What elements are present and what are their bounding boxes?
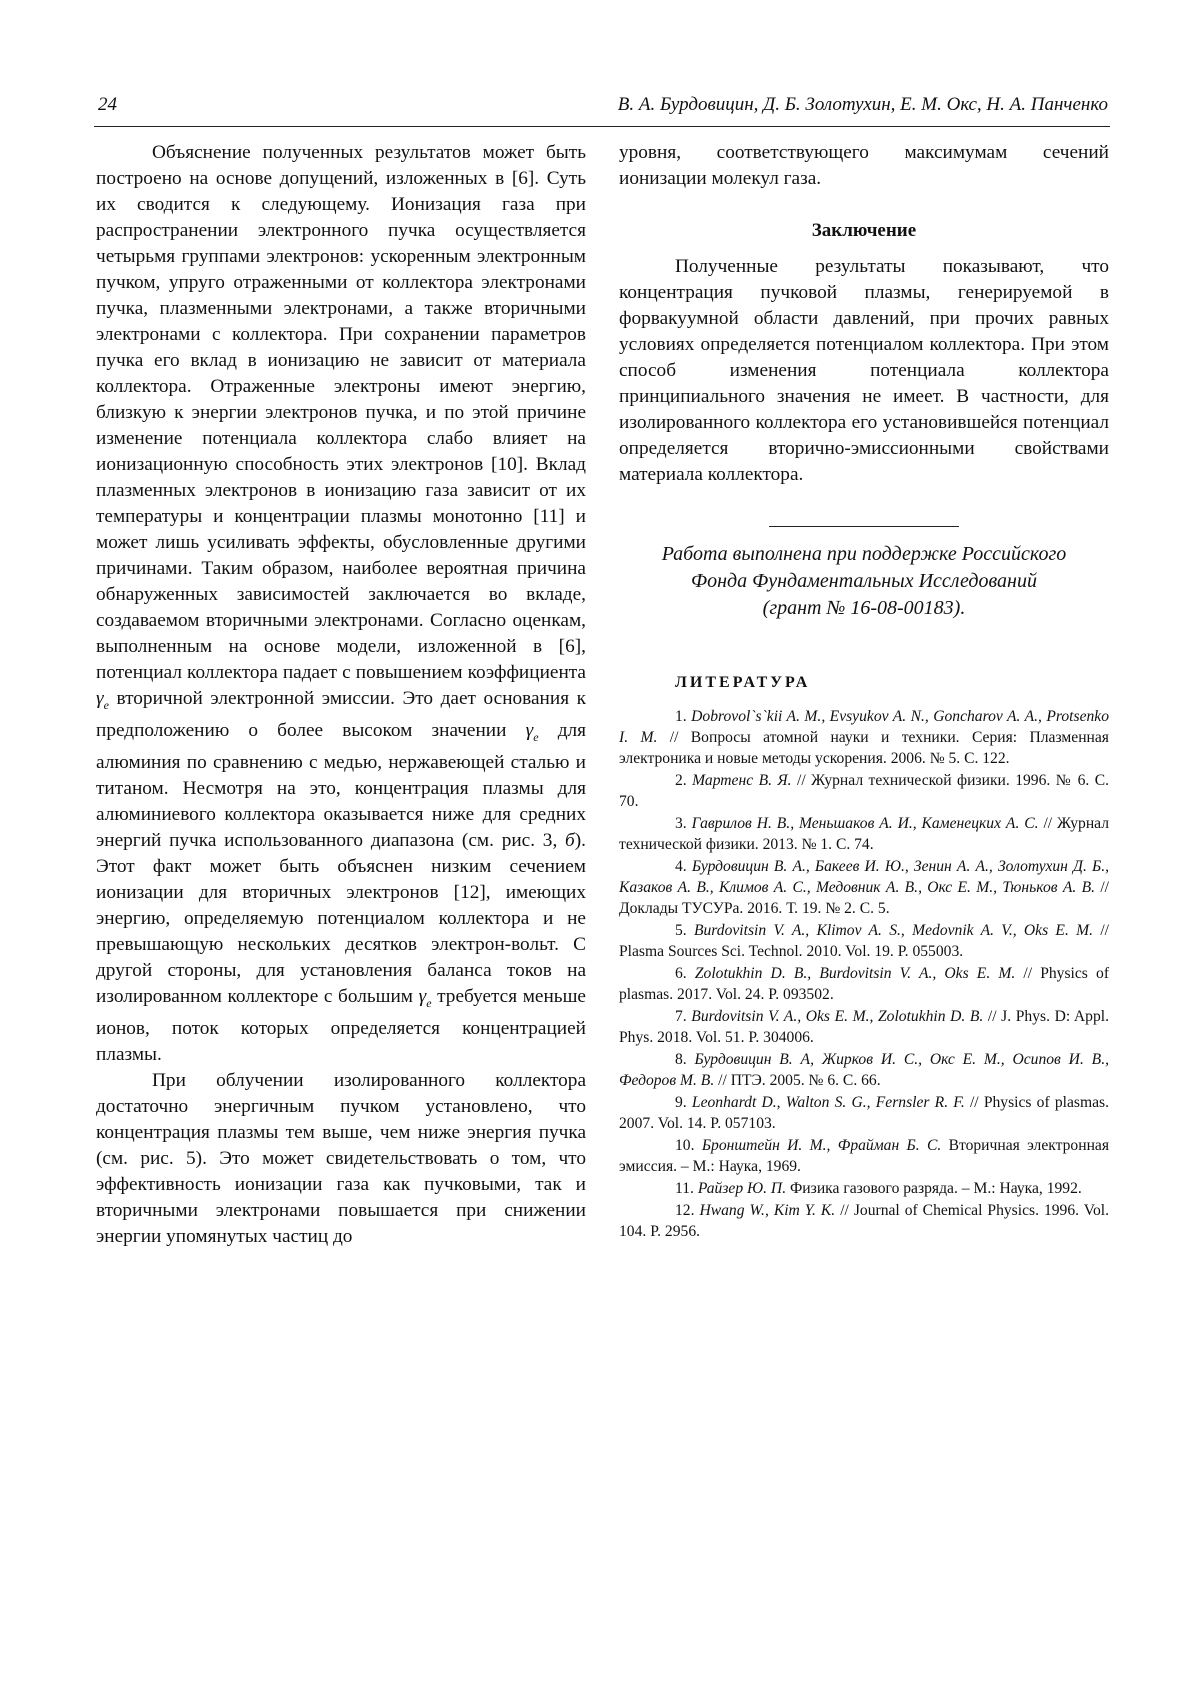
- reference-authors: Dobrovol`s`kii A. M., Evsyukov A. N., Goncharov A. A., Protsenko I. M.: [619, 708, 1109, 746]
- gamma-symbol: γe: [419, 986, 432, 1007]
- text-run: Объяснение полученных результатов может быть построено на основе допущений, изложенных в [6]. Суть их сводится к следующему. Ионизация газа при распространении электронного пучка осуществляется четырьмя группами электронов: ускоренным электронным пучком, упруго отраженными от коллектора электронами пучка, плазменными электронами, а также вторичными электронами с коллектора. При сохранении параметров пучка его вклад в ионизацию не зависит от материала коллектора. Отраженные электроны имеют энергию, близкую к энергии электронов пучка, и по этой причине изменение потенциала коллектора слабо влияет на ионизационную способность этих электронов [10]. Вклад плазменных электронов в ионизацию газа зависит от их температуры и концентрации плазмы монотонно [11] и может лишь усиливать эффекты, обусловленные другими причинами. Таким образом, наиболее вероятная причина обнаруженных зависимостей заключается во вкладе, создаваемом вторичными электронами. Согласно оценкам, выполненным на основе модели, изложенной в [6], потенциал коллектора падает с повышением коэффициента: [96, 142, 586, 683]
- acknowledgement: [619, 541, 1109, 622]
- reference-item: [619, 1178, 1109, 1199]
- reference-authors: Бурдовицин В. А, Жирков И. С., Окс Е. М., Осипов И. В., Федоров М. В.: [619, 1051, 1109, 1089]
- reference-number: 10.: [675, 1137, 702, 1154]
- ack-line: (грант № 16-08-00183).: [763, 597, 966, 619]
- reference-source: // Journal of Chemical Physics. 1996. Vol. 104. P. 2956.: [619, 1202, 1109, 1240]
- reference-source: // Вопросы атомной науки и техники. Серия: Плазменная электроника и новые методы ускорения. 2006. № 5. С. 122.: [619, 729, 1109, 767]
- reference-number: 8.: [675, 1051, 695, 1068]
- reference-number: 2.: [675, 772, 692, 789]
- reference-authors: Бурдовицин В. А., Бакеев И. Ю., Зенин А. А., Золотухин Д. Б., Казаков А. В., Климов А. С., Медовник А. В., Окс Е. М., Тюньков А. В.: [619, 858, 1109, 896]
- reference-authors: Бронштейн И. М., Фрайман Б. С.: [702, 1137, 941, 1154]
- text-run: ). Этот факт может быть объяснен низким сечением ионизации для вторичных электронов [12], имеющих энергию, определяемую потенциалом коллектора и не превышающую нескольких десятков электрон-вольт. С другой стороны, для установления баланса токов на изолированном коллекторе с большим: [96, 830, 586, 1007]
- reference-item: [619, 856, 1109, 919]
- separator-line: [769, 526, 959, 527]
- ack-line: Работа выполнена при поддержке Российского: [662, 543, 1067, 565]
- reference-number: 1.: [675, 708, 691, 725]
- references-heading: ЛИТЕРАТУРА: [675, 670, 1109, 696]
- body-paragraph-continued: уровня, соответствующего максимумам сечений ионизации молекул газа.: [619, 140, 1109, 192]
- reference-source: // Physics of plasmas. 2007. Vol. 14. P. 057103.: [619, 1094, 1109, 1132]
- page-number: 24: [98, 94, 117, 116]
- gamma-symbol: γe: [526, 720, 539, 741]
- conclusion-paragraph: Полученные результаты показывают, что концентрация пучковой плазмы, генерируемой в форвакуумной области давлений, при прочих равных условиях определяется потенциалом коллектора. При этом способ изменения потенциала коллектора принципиального значения не имеет. В частности, для изолированного коллектора его установившейся потенциал определяется вторично-эмиссионными свойствами материала коллектора.: [619, 254, 1109, 488]
- reference-number: 12.: [675, 1202, 699, 1219]
- reference-number: 7.: [675, 1008, 691, 1025]
- reference-item: [619, 706, 1109, 769]
- left-column: [96, 140, 586, 1250]
- reference-authors: Burdovitsin V. A., Oks E. M., Zolotukhin D. B.: [691, 1008, 983, 1025]
- reference-authors: Burdovitsin V. A., Klimov A. S., Medovnik A. V., Oks E. M.: [694, 922, 1093, 939]
- body-paragraph: [96, 140, 586, 1068]
- reference-list: [619, 706, 1109, 1242]
- reference-number: 11.: [675, 1180, 698, 1197]
- reference-authors: Райзер Ю. П.: [698, 1180, 786, 1197]
- reference-number: 9.: [675, 1094, 692, 1111]
- ack-line: Фонда Фундаментальных Исследований: [691, 570, 1037, 592]
- reference-item: [619, 1006, 1109, 1048]
- page-header: [94, 90, 1110, 127]
- reference-item: [619, 1049, 1109, 1091]
- reference-authors: Zolotukhin D. B., Burdovitsin V. A., Oks E. M.: [695, 965, 1015, 982]
- conclusion-heading: Заключение: [619, 218, 1109, 244]
- reference-item: [619, 1135, 1109, 1177]
- reference-authors: Hwang W., Kim Y. K.: [699, 1202, 835, 1219]
- text-run: для алюминия по сравнению с медью, нержавеющей сталью и титаном. Несмотря на это, концентрация плазмы для алюминиевого коллектора оказывается ниже для средних энергий пучка использованного диапазона (см. рис. 3,: [96, 720, 586, 851]
- reference-item: [619, 770, 1109, 812]
- reference-source: // Доклады ТУСУРа. 2016. Т. 19. № 2. С. 5.: [619, 879, 1109, 917]
- reference-number: 3.: [675, 815, 692, 832]
- running-head-authors: В. А. Бурдовицин, Д. Б. Золотухин, Е. М. Окс, Н. А. Панченко: [618, 94, 1108, 116]
- reference-number: 4.: [675, 858, 692, 875]
- reference-number: 5.: [675, 922, 694, 939]
- text-run: вторичной электронной эмиссии. Это дает основания к предположению о более высоком значении: [96, 688, 586, 741]
- reference-source: // Журнал технической физики. 2013. № 1. С. 74.: [619, 815, 1109, 853]
- reference-number: 6.: [675, 965, 695, 982]
- reference-source: // ПТЭ. 2005. № 6. С. 66.: [714, 1072, 880, 1089]
- reference-item: [619, 963, 1109, 1005]
- figure-panel-letter: б: [565, 830, 575, 851]
- reference-authors: Мартенс В. Я.: [692, 772, 791, 789]
- reference-source: Физика газового разряда. – М.: Наука, 1992.: [786, 1180, 1082, 1197]
- reference-source: // Журнал технической физики. 1996. № 6. С. 70.: [619, 772, 1109, 810]
- reference-source: // J. Phys. D: Appl. Phys. 2018. Vol. 51. P. 304006.: [619, 1008, 1109, 1046]
- right-column: [619, 140, 1109, 1243]
- reference-item: [619, 1092, 1109, 1134]
- reference-source: // Plasma Sources Sci. Technol. 2010. Vol. 19. P. 055003.: [619, 922, 1109, 960]
- reference-source: // Physics of plasmas. 2017. Vol. 24. P. 093502.: [619, 965, 1109, 1003]
- reference-item: [619, 1200, 1109, 1242]
- reference-authors: Leonhardt D., Walton S. G., Fernsler R. F.: [692, 1094, 965, 1111]
- text-run: требуется меньше ионов, поток которых определяется концентрацией плазмы.: [96, 986, 586, 1065]
- gamma-symbol: γe: [96, 688, 109, 709]
- reference-authors: Гаврилов Н. В., Меньшаков А. И., Каменецких А. С.: [692, 815, 1039, 832]
- reference-item: [619, 920, 1109, 962]
- reference-source: Вторичная электронная эмиссия. – М.: Наука, 1969.: [619, 1137, 1109, 1175]
- reference-item: [619, 813, 1109, 855]
- body-paragraph: При облучении изолированного коллектора достаточно энергичным пучком установлено, что концентрация плазмы тем выше, чем ниже энергия пучка (см. рис. 5). Это может свидетельствовать о том, что эффективность ионизации газа как пучковыми, так и вторичными электронами повышается при снижении энергии упомянутых частиц до: [96, 1068, 586, 1250]
